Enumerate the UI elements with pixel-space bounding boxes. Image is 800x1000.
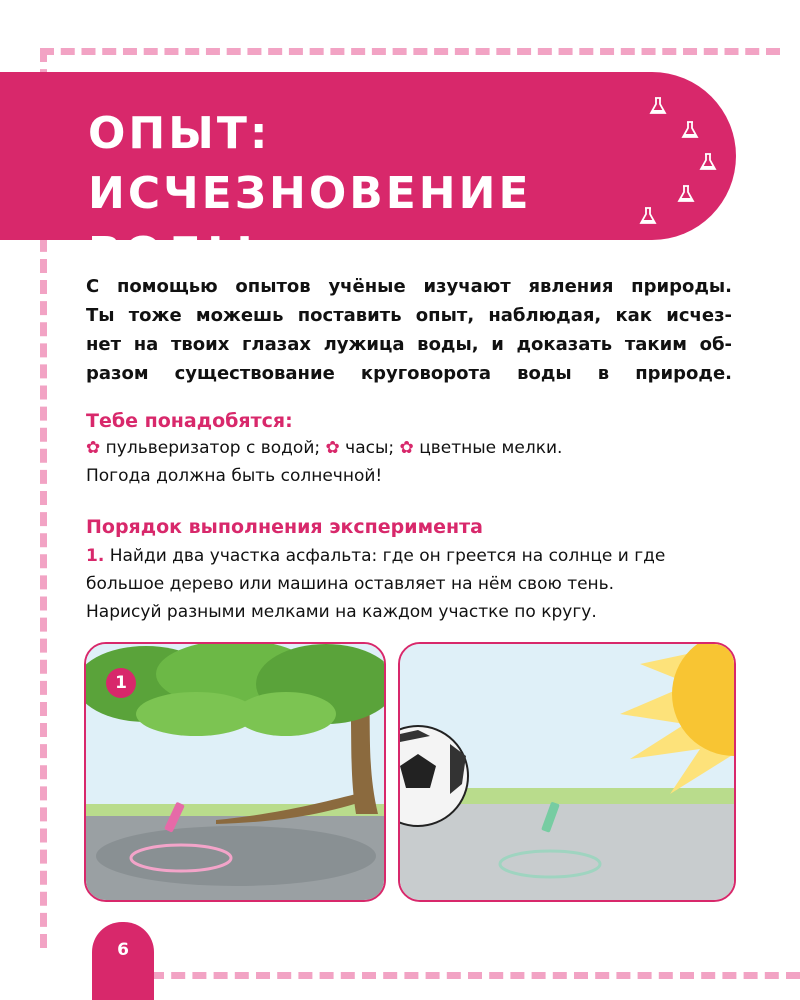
- materials-heading: Тебе понадобятся:: [86, 410, 293, 432]
- step-number: 1.: [86, 546, 105, 566]
- flask-icon: [676, 184, 696, 204]
- page-number: 6: [117, 940, 129, 960]
- step-text: Найди два участка асфальта: где он греется на солнце и где: [109, 546, 666, 566]
- step-line: большое дерево или машина оставляет на нём свою тень.: [86, 574, 615, 594]
- flask-icon: [638, 206, 658, 226]
- page-number-tab: [92, 922, 154, 1000]
- flower-bullet-icon: ✿: [325, 438, 340, 458]
- intro-paragraph: [86, 272, 732, 388]
- flower-bullet-icon: ✿: [399, 438, 414, 458]
- title-line-2: ВОДЫ: [88, 228, 256, 279]
- step-line: Нарисуй разными мелками на каждом участке по кругу.: [86, 602, 597, 622]
- materials-item: пульверизатор с водой;: [105, 438, 321, 458]
- flask-icon: [648, 96, 668, 116]
- step-line: [86, 546, 665, 566]
- intro-line: нет на твоих глазах лужица воды, и доказать таким об-: [86, 334, 732, 355]
- page-frame-top: [40, 48, 780, 55]
- weather-note: Погода должна быть солнечной!: [86, 466, 383, 486]
- page-frame-bottom: [150, 972, 800, 979]
- illustration-sun: [398, 642, 736, 902]
- step-badge: 1: [106, 668, 136, 698]
- intro-line: разом существование круговорота воды в природе.: [86, 363, 732, 384]
- page-title: [88, 104, 628, 284]
- materials-list: [86, 438, 562, 458]
- illustration-shade: [84, 642, 386, 902]
- flower-bullet-icon: ✿: [86, 438, 101, 458]
- flask-icon: [698, 152, 718, 172]
- intro-line: С помощью опытов учёные изучают явления природы.: [86, 276, 732, 297]
- intro-line: Ты тоже можешь поставить опыт, наблюдая, как исчез-: [86, 305, 732, 326]
- procedure-heading: Порядок выполнения эксперимента: [86, 516, 483, 538]
- materials-item: часы;: [345, 438, 395, 458]
- materials-item: цветные мелки.: [419, 438, 563, 458]
- title-line-1: ОПЫТ: ИСЧЕЗНОВЕНИЕ: [88, 108, 532, 219]
- sun-scene: [400, 644, 734, 900]
- flask-icon: [680, 120, 700, 140]
